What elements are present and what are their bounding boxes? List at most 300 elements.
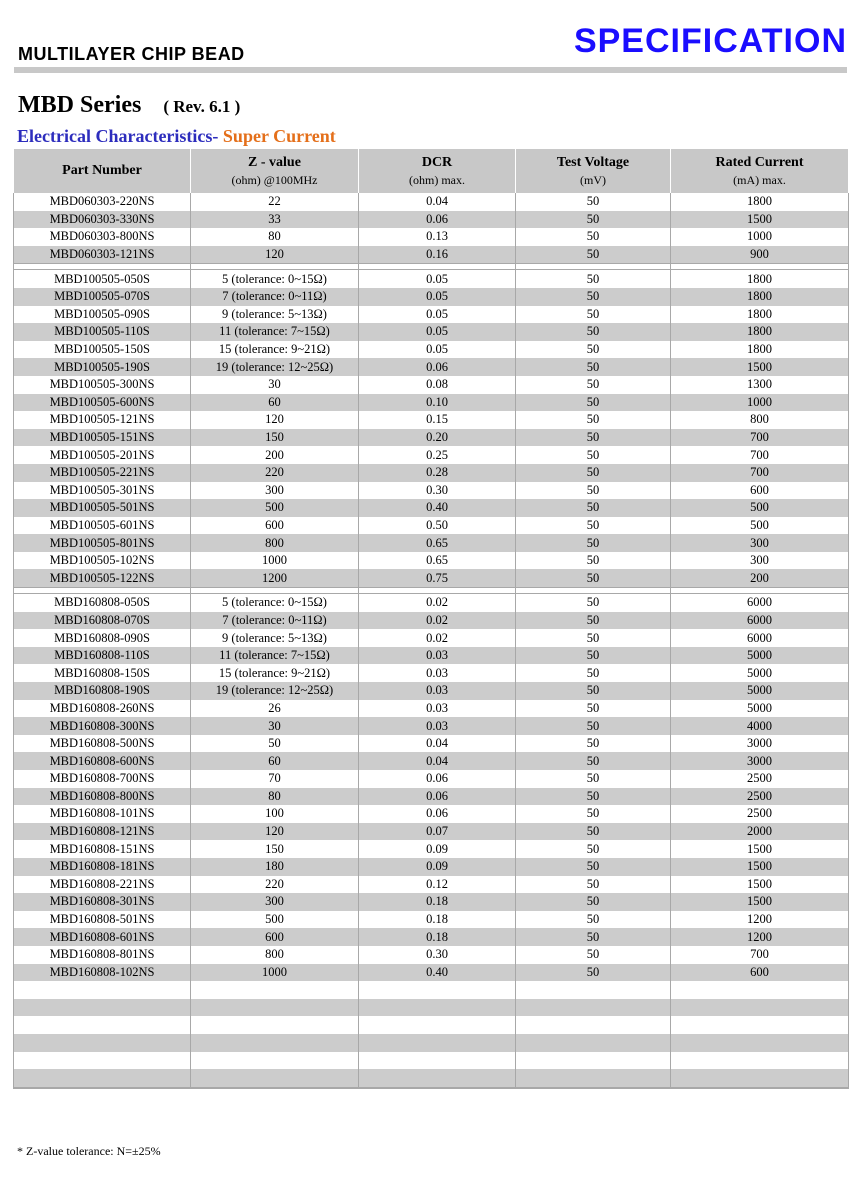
table-row <box>14 534 849 552</box>
test-voltage-cell: 50 <box>516 499 671 517</box>
z-value-cell: 19 (tolerance: 12~25Ω) <box>191 682 359 700</box>
z-value-cell: 120 <box>191 246 359 264</box>
part-number-cell <box>14 1034 191 1052</box>
dcr-cell: 0.09 <box>359 858 516 876</box>
test-voltage-cell: 50 <box>516 876 671 894</box>
test-voltage-cell: 50 <box>516 629 671 647</box>
col-header-label: DCR <box>421 154 453 170</box>
table-row <box>14 946 849 964</box>
part-number-cell: MBD100505-190S <box>14 358 191 376</box>
table-row <box>14 911 849 929</box>
test-voltage-cell: 50 <box>516 517 671 535</box>
part-number-cell: MBD160808-121NS <box>14 823 191 841</box>
rated-current-cell: 800 <box>671 411 849 429</box>
test-voltage-cell: 50 <box>516 193 671 211</box>
part-number-cell: MBD160808-102NS <box>14 964 191 982</box>
table-row <box>14 647 849 665</box>
dcr-cell: 0.04 <box>359 735 516 753</box>
table-row <box>14 552 849 570</box>
part-number-cell: MBD100505-090S <box>14 306 191 324</box>
dcr-cell <box>359 1069 516 1088</box>
part-number-cell: MBD100505-301NS <box>14 482 191 500</box>
test-voltage-cell <box>516 1034 671 1052</box>
rated-current-cell: 900 <box>671 246 849 264</box>
z-value-cell: 9 (tolerance: 5~13Ω) <box>191 306 359 324</box>
dcr-cell: 0.18 <box>359 911 516 929</box>
z-value-cell: 5 (tolerance: 0~15Ω) <box>191 594 359 612</box>
test-voltage-cell: 50 <box>516 323 671 341</box>
table-row <box>14 517 849 535</box>
test-voltage-cell: 50 <box>516 946 671 964</box>
test-voltage-cell <box>516 1069 671 1088</box>
table-row <box>14 805 849 823</box>
z-value-cell: 180 <box>191 858 359 876</box>
dcr-cell: 0.05 <box>359 341 516 359</box>
table-row <box>14 499 849 517</box>
z-value-cell: 22 <box>191 193 359 211</box>
test-voltage-cell: 50 <box>516 211 671 229</box>
test-voltage-cell: 50 <box>516 411 671 429</box>
part-number-cell <box>14 999 191 1017</box>
table-row <box>14 193 849 211</box>
part-number-cell: MBD100505-221NS <box>14 464 191 482</box>
col-header-label: Part Number <box>62 163 142 178</box>
part-number-cell: MBD160808-700NS <box>14 770 191 788</box>
subtitle-accent: Super Current <box>218 126 336 146</box>
rated-current-cell: 5000 <box>671 664 849 682</box>
test-voltage-cell: 50 <box>516 358 671 376</box>
z-value-cell: 7 (tolerance: 0~11Ω) <box>191 288 359 306</box>
part-number-cell <box>14 1052 191 1070</box>
table-row <box>14 594 849 612</box>
table-row <box>14 429 849 447</box>
z-value-cell <box>191 999 359 1017</box>
z-value-cell: 220 <box>191 464 359 482</box>
test-voltage-cell <box>516 1016 671 1034</box>
rated-current-cell: 600 <box>671 964 849 982</box>
table-row <box>14 629 849 647</box>
test-voltage-cell: 50 <box>516 246 671 264</box>
dcr-cell: 0.10 <box>359 394 516 412</box>
part-number-cell: MBD160808-501NS <box>14 911 191 929</box>
test-voltage-cell <box>516 981 671 999</box>
dcr-cell: 0.13 <box>359 228 516 246</box>
rated-current-cell: 300 <box>671 534 849 552</box>
rated-current-cell: 6000 <box>671 612 849 630</box>
dcr-cell: 0.30 <box>359 946 516 964</box>
dcr-cell: 0.20 <box>359 429 516 447</box>
part-number-cell: MBD160808-801NS <box>14 946 191 964</box>
test-voltage-cell: 50 <box>516 552 671 570</box>
table-row <box>14 999 849 1017</box>
table-row <box>14 823 849 841</box>
part-number-cell: MBD100505-102NS <box>14 552 191 570</box>
part-number-cell: MBD160808-150S <box>14 664 191 682</box>
part-number-cell: MBD100505-070S <box>14 288 191 306</box>
z-value-cell: 600 <box>191 928 359 946</box>
z-value-cell: 500 <box>191 499 359 517</box>
rated-current-cell: 1200 <box>671 911 849 929</box>
rated-current-cell: 2500 <box>671 770 849 788</box>
z-value-cell: 1000 <box>191 552 359 570</box>
z-value-cell: 600 <box>191 517 359 535</box>
rated-current-cell: 1800 <box>671 323 849 341</box>
z-value-cell: 800 <box>191 534 359 552</box>
part-number-cell: MBD100505-121NS <box>14 411 191 429</box>
z-value-cell: 19 (tolerance: 12~25Ω) <box>191 358 359 376</box>
part-number-cell: MBD160808-600NS <box>14 752 191 770</box>
test-voltage-cell: 50 <box>516 682 671 700</box>
test-voltage-cell: 50 <box>516 464 671 482</box>
part-number-cell: MBD100505-150S <box>14 341 191 359</box>
part-number-cell: MBD160808-301NS <box>14 893 191 911</box>
dcr-cell: 0.05 <box>359 270 516 288</box>
z-value-cell <box>191 1052 359 1070</box>
z-value-cell: 220 <box>191 876 359 894</box>
z-value-cell: 120 <box>191 823 359 841</box>
dcr-cell: 0.06 <box>359 211 516 229</box>
test-voltage-cell: 50 <box>516 446 671 464</box>
rated-current-cell: 1800 <box>671 270 849 288</box>
part-number-cell <box>14 1016 191 1034</box>
table-row <box>14 228 849 246</box>
col-header-label: Test Voltage <box>556 154 630 170</box>
part-number-cell: MBD100505-600NS <box>14 394 191 412</box>
rated-current-cell: 700 <box>671 429 849 447</box>
dcr-cell: 0.40 <box>359 499 516 517</box>
part-number-cell: MBD160808-800NS <box>14 788 191 806</box>
part-number-cell: MBD160808-221NS <box>14 876 191 894</box>
test-voltage-cell: 50 <box>516 893 671 911</box>
table-row <box>14 928 849 946</box>
dcr-cell: 0.06 <box>359 788 516 806</box>
table-row <box>14 1052 849 1070</box>
z-value-cell: 80 <box>191 228 359 246</box>
header-divider <box>14 67 847 73</box>
z-value-cell: 5 (tolerance: 0~15Ω) <box>191 270 359 288</box>
rated-current-cell <box>671 1034 849 1052</box>
z-value-cell: 120 <box>191 411 359 429</box>
dcr-cell: 0.09 <box>359 840 516 858</box>
dcr-cell: 0.06 <box>359 770 516 788</box>
z-value-cell <box>191 981 359 999</box>
z-value-cell <box>191 1069 359 1088</box>
table-row <box>14 1034 849 1052</box>
col-header-unit: (ohm) max. <box>409 172 465 187</box>
rated-current-cell: 1300 <box>671 376 849 394</box>
dcr-cell: 0.16 <box>359 246 516 264</box>
dcr-cell: 0.02 <box>359 629 516 647</box>
dcr-cell: 0.02 <box>359 594 516 612</box>
dcr-cell: 0.06 <box>359 805 516 823</box>
rated-current-cell: 5000 <box>671 647 849 665</box>
z-value-cell <box>191 1034 359 1052</box>
rated-current-cell: 5000 <box>671 682 849 700</box>
test-voltage-cell: 50 <box>516 569 671 587</box>
z-value-cell: 100 <box>191 805 359 823</box>
rated-current-cell: 1500 <box>671 893 849 911</box>
rated-current-cell: 3000 <box>671 735 849 753</box>
table-row <box>14 394 849 412</box>
z-value-cell: 60 <box>191 752 359 770</box>
part-number-cell: MBD160808-181NS <box>14 858 191 876</box>
part-number-cell: MBD100505-300NS <box>14 376 191 394</box>
test-voltage-cell: 50 <box>516 612 671 630</box>
rated-current-cell <box>671 981 849 999</box>
section-subtitle <box>17 126 336 147</box>
test-voltage-cell: 50 <box>516 534 671 552</box>
col-header-dcr <box>359 149 516 193</box>
table-row <box>14 464 849 482</box>
part-number-cell: MBD100505-122NS <box>14 569 191 587</box>
part-number-cell: MBD160808-090S <box>14 629 191 647</box>
rated-current-cell: 200 <box>671 569 849 587</box>
part-number-cell: MBD160808-190S <box>14 682 191 700</box>
part-number-cell: MBD160808-101NS <box>14 805 191 823</box>
table-row <box>14 358 849 376</box>
z-value-cell: 9 (tolerance: 5~13Ω) <box>191 629 359 647</box>
rated-current-cell: 500 <box>671 517 849 535</box>
part-number-cell: MBD060303-220NS <box>14 193 191 211</box>
rated-current-cell: 2500 <box>671 805 849 823</box>
z-value-cell: 200 <box>191 446 359 464</box>
table-row <box>14 876 849 894</box>
z-value-cell: 30 <box>191 717 359 735</box>
dcr-cell: 0.03 <box>359 647 516 665</box>
test-voltage-cell: 50 <box>516 770 671 788</box>
dcr-cell: 0.06 <box>359 358 516 376</box>
test-voltage-cell: 50 <box>516 664 671 682</box>
dcr-cell: 0.25 <box>359 446 516 464</box>
rated-current-cell <box>671 1052 849 1070</box>
test-voltage-cell: 50 <box>516 228 671 246</box>
rated-current-cell: 6000 <box>671 629 849 647</box>
z-value-cell: 15 (tolerance: 9~21Ω) <box>191 341 359 359</box>
dcr-cell: 0.05 <box>359 306 516 324</box>
dcr-cell: 0.30 <box>359 482 516 500</box>
dcr-cell: 0.07 <box>359 823 516 841</box>
rated-current-cell: 3000 <box>671 752 849 770</box>
test-voltage-cell: 50 <box>516 270 671 288</box>
test-voltage-cell: 50 <box>516 805 671 823</box>
table-row <box>14 1069 849 1088</box>
test-voltage-cell <box>516 999 671 1017</box>
table-header-row <box>14 149 849 193</box>
test-voltage-cell: 50 <box>516 288 671 306</box>
test-voltage-cell: 50 <box>516 376 671 394</box>
specification-title: SPECIFICATION <box>573 22 847 60</box>
z-value-cell: 500 <box>191 911 359 929</box>
spec-table <box>13 149 849 1089</box>
table-row <box>14 323 849 341</box>
rated-current-cell: 2000 <box>671 823 849 841</box>
part-number-cell: MBD160808-070S <box>14 612 191 630</box>
table-row <box>14 840 849 858</box>
test-voltage-cell: 50 <box>516 911 671 929</box>
spec-table-body <box>14 193 849 1088</box>
col-header-label: Z - value <box>248 154 301 170</box>
part-number-cell: MBD160808-260NS <box>14 700 191 718</box>
part-number-cell <box>14 981 191 999</box>
col-header-unit: (mV) <box>580 172 606 187</box>
table-row <box>14 664 849 682</box>
z-value-cell: 1000 <box>191 964 359 982</box>
table-row <box>14 770 849 788</box>
table-row <box>14 376 849 394</box>
rated-current-cell: 1000 <box>671 394 849 412</box>
test-voltage-cell: 50 <box>516 858 671 876</box>
table-row <box>14 964 849 982</box>
tolerance-footnote: * Z-value tolerance: N=±25% <box>17 1144 161 1158</box>
test-voltage-cell: 50 <box>516 964 671 982</box>
table-row <box>14 446 849 464</box>
part-number-cell: MBD160808-050S <box>14 594 191 612</box>
table-row <box>14 788 849 806</box>
part-number-cell: MBD160808-601NS <box>14 928 191 946</box>
test-voltage-cell: 50 <box>516 752 671 770</box>
test-voltage-cell: 50 <box>516 306 671 324</box>
test-voltage-cell: 50 <box>516 928 671 946</box>
table-row <box>14 569 849 587</box>
z-value-cell: 150 <box>191 429 359 447</box>
test-voltage-cell <box>516 1052 671 1070</box>
rated-current-cell: 700 <box>671 464 849 482</box>
rated-current-cell: 1800 <box>671 288 849 306</box>
z-value-cell: 50 <box>191 735 359 753</box>
dcr-cell: 0.65 <box>359 552 516 570</box>
z-value-cell: 15 (tolerance: 9~21Ω) <box>191 664 359 682</box>
z-value-cell: 80 <box>191 788 359 806</box>
test-voltage-cell: 50 <box>516 840 671 858</box>
rated-current-cell: 2500 <box>671 788 849 806</box>
col-header-z-value <box>191 149 359 193</box>
z-value-cell: 11 (tolerance: 7~15Ω) <box>191 323 359 341</box>
dcr-cell: 0.03 <box>359 717 516 735</box>
dcr-cell: 0.04 <box>359 193 516 211</box>
test-voltage-cell: 50 <box>516 700 671 718</box>
table-row <box>14 246 849 264</box>
dcr-cell: 0.50 <box>359 517 516 535</box>
dcr-cell: 0.40 <box>359 964 516 982</box>
table-row <box>14 411 849 429</box>
part-number-cell: MBD100505-501NS <box>14 499 191 517</box>
rated-current-cell: 1800 <box>671 306 849 324</box>
z-value-cell: 300 <box>191 893 359 911</box>
table-row <box>14 482 849 500</box>
product-line-title: MULTILAYER CHIP BEAD <box>18 44 245 64</box>
part-number-cell: MBD100505-201NS <box>14 446 191 464</box>
rated-current-cell: 500 <box>671 499 849 517</box>
rated-current-cell <box>671 1016 849 1034</box>
rated-current-cell: 4000 <box>671 717 849 735</box>
dcr-cell <box>359 1052 516 1070</box>
z-value-cell: 26 <box>191 700 359 718</box>
dcr-cell: 0.05 <box>359 288 516 306</box>
col-header-test-voltage <box>516 149 671 193</box>
test-voltage-cell: 50 <box>516 788 671 806</box>
dcr-cell: 0.03 <box>359 700 516 718</box>
rated-current-cell <box>671 1069 849 1088</box>
part-number-cell: MBD100505-110S <box>14 323 191 341</box>
part-number-cell: MBD160808-110S <box>14 647 191 665</box>
rated-current-cell <box>671 999 849 1017</box>
dcr-cell: 0.08 <box>359 376 516 394</box>
part-number-cell: MBD060303-800NS <box>14 228 191 246</box>
table-row <box>14 270 849 288</box>
dcr-cell: 0.28 <box>359 464 516 482</box>
table-row <box>14 893 849 911</box>
rated-current-cell: 1000 <box>671 228 849 246</box>
table-row <box>14 735 849 753</box>
z-value-cell: 800 <box>191 946 359 964</box>
table-row <box>14 752 849 770</box>
part-number-cell: MBD160808-500NS <box>14 735 191 753</box>
dcr-cell: 0.05 <box>359 323 516 341</box>
rated-current-cell: 600 <box>671 482 849 500</box>
test-voltage-cell: 50 <box>516 823 671 841</box>
rated-current-cell: 5000 <box>671 700 849 718</box>
z-value-cell: 300 <box>191 482 359 500</box>
dcr-cell: 0.18 <box>359 893 516 911</box>
rated-current-cell: 1500 <box>671 876 849 894</box>
dcr-cell <box>359 1034 516 1052</box>
table-row <box>14 341 849 359</box>
rated-current-cell: 700 <box>671 446 849 464</box>
part-number-cell <box>14 1069 191 1088</box>
col-header-unit: (ohm) @100MHz <box>231 172 318 187</box>
test-voltage-cell: 50 <box>516 717 671 735</box>
series-heading <box>18 92 240 119</box>
z-value-cell: 150 <box>191 840 359 858</box>
z-value-cell <box>191 1016 359 1034</box>
dcr-cell <box>359 981 516 999</box>
dcr-cell: 0.03 <box>359 664 516 682</box>
col-header-rated-current <box>671 149 849 193</box>
rated-current-cell: 1500 <box>671 211 849 229</box>
dcr-cell: 0.18 <box>359 928 516 946</box>
part-number-cell: MBD100505-050S <box>14 270 191 288</box>
dcr-cell: 0.02 <box>359 612 516 630</box>
z-value-cell: 11 (tolerance: 7~15Ω) <box>191 647 359 665</box>
test-voltage-cell: 50 <box>516 482 671 500</box>
dcr-cell: 0.75 <box>359 569 516 587</box>
table-row <box>14 981 849 999</box>
rated-current-cell: 1500 <box>671 840 849 858</box>
rated-current-cell: 1800 <box>671 341 849 359</box>
table-row <box>14 211 849 229</box>
dcr-cell <box>359 999 516 1017</box>
part-number-cell: MBD160808-300NS <box>14 717 191 735</box>
dcr-cell: 0.03 <box>359 682 516 700</box>
test-voltage-cell: 50 <box>516 429 671 447</box>
rated-current-cell: 1200 <box>671 928 849 946</box>
part-number-cell: MBD100505-801NS <box>14 534 191 552</box>
z-value-cell: 60 <box>191 394 359 412</box>
part-number-cell: MBD060303-121NS <box>14 246 191 264</box>
rated-current-cell: 700 <box>671 946 849 964</box>
rated-current-cell: 6000 <box>671 594 849 612</box>
table-row <box>14 858 849 876</box>
test-voltage-cell: 50 <box>516 594 671 612</box>
dcr-cell: 0.65 <box>359 534 516 552</box>
col-header-part-number <box>14 149 191 193</box>
test-voltage-cell: 50 <box>516 394 671 412</box>
z-value-cell: 70 <box>191 770 359 788</box>
z-value-cell: 7 (tolerance: 0~11Ω) <box>191 612 359 630</box>
col-header-unit: (mA) max. <box>733 172 786 187</box>
table-row <box>14 1016 849 1034</box>
test-voltage-cell: 50 <box>516 735 671 753</box>
